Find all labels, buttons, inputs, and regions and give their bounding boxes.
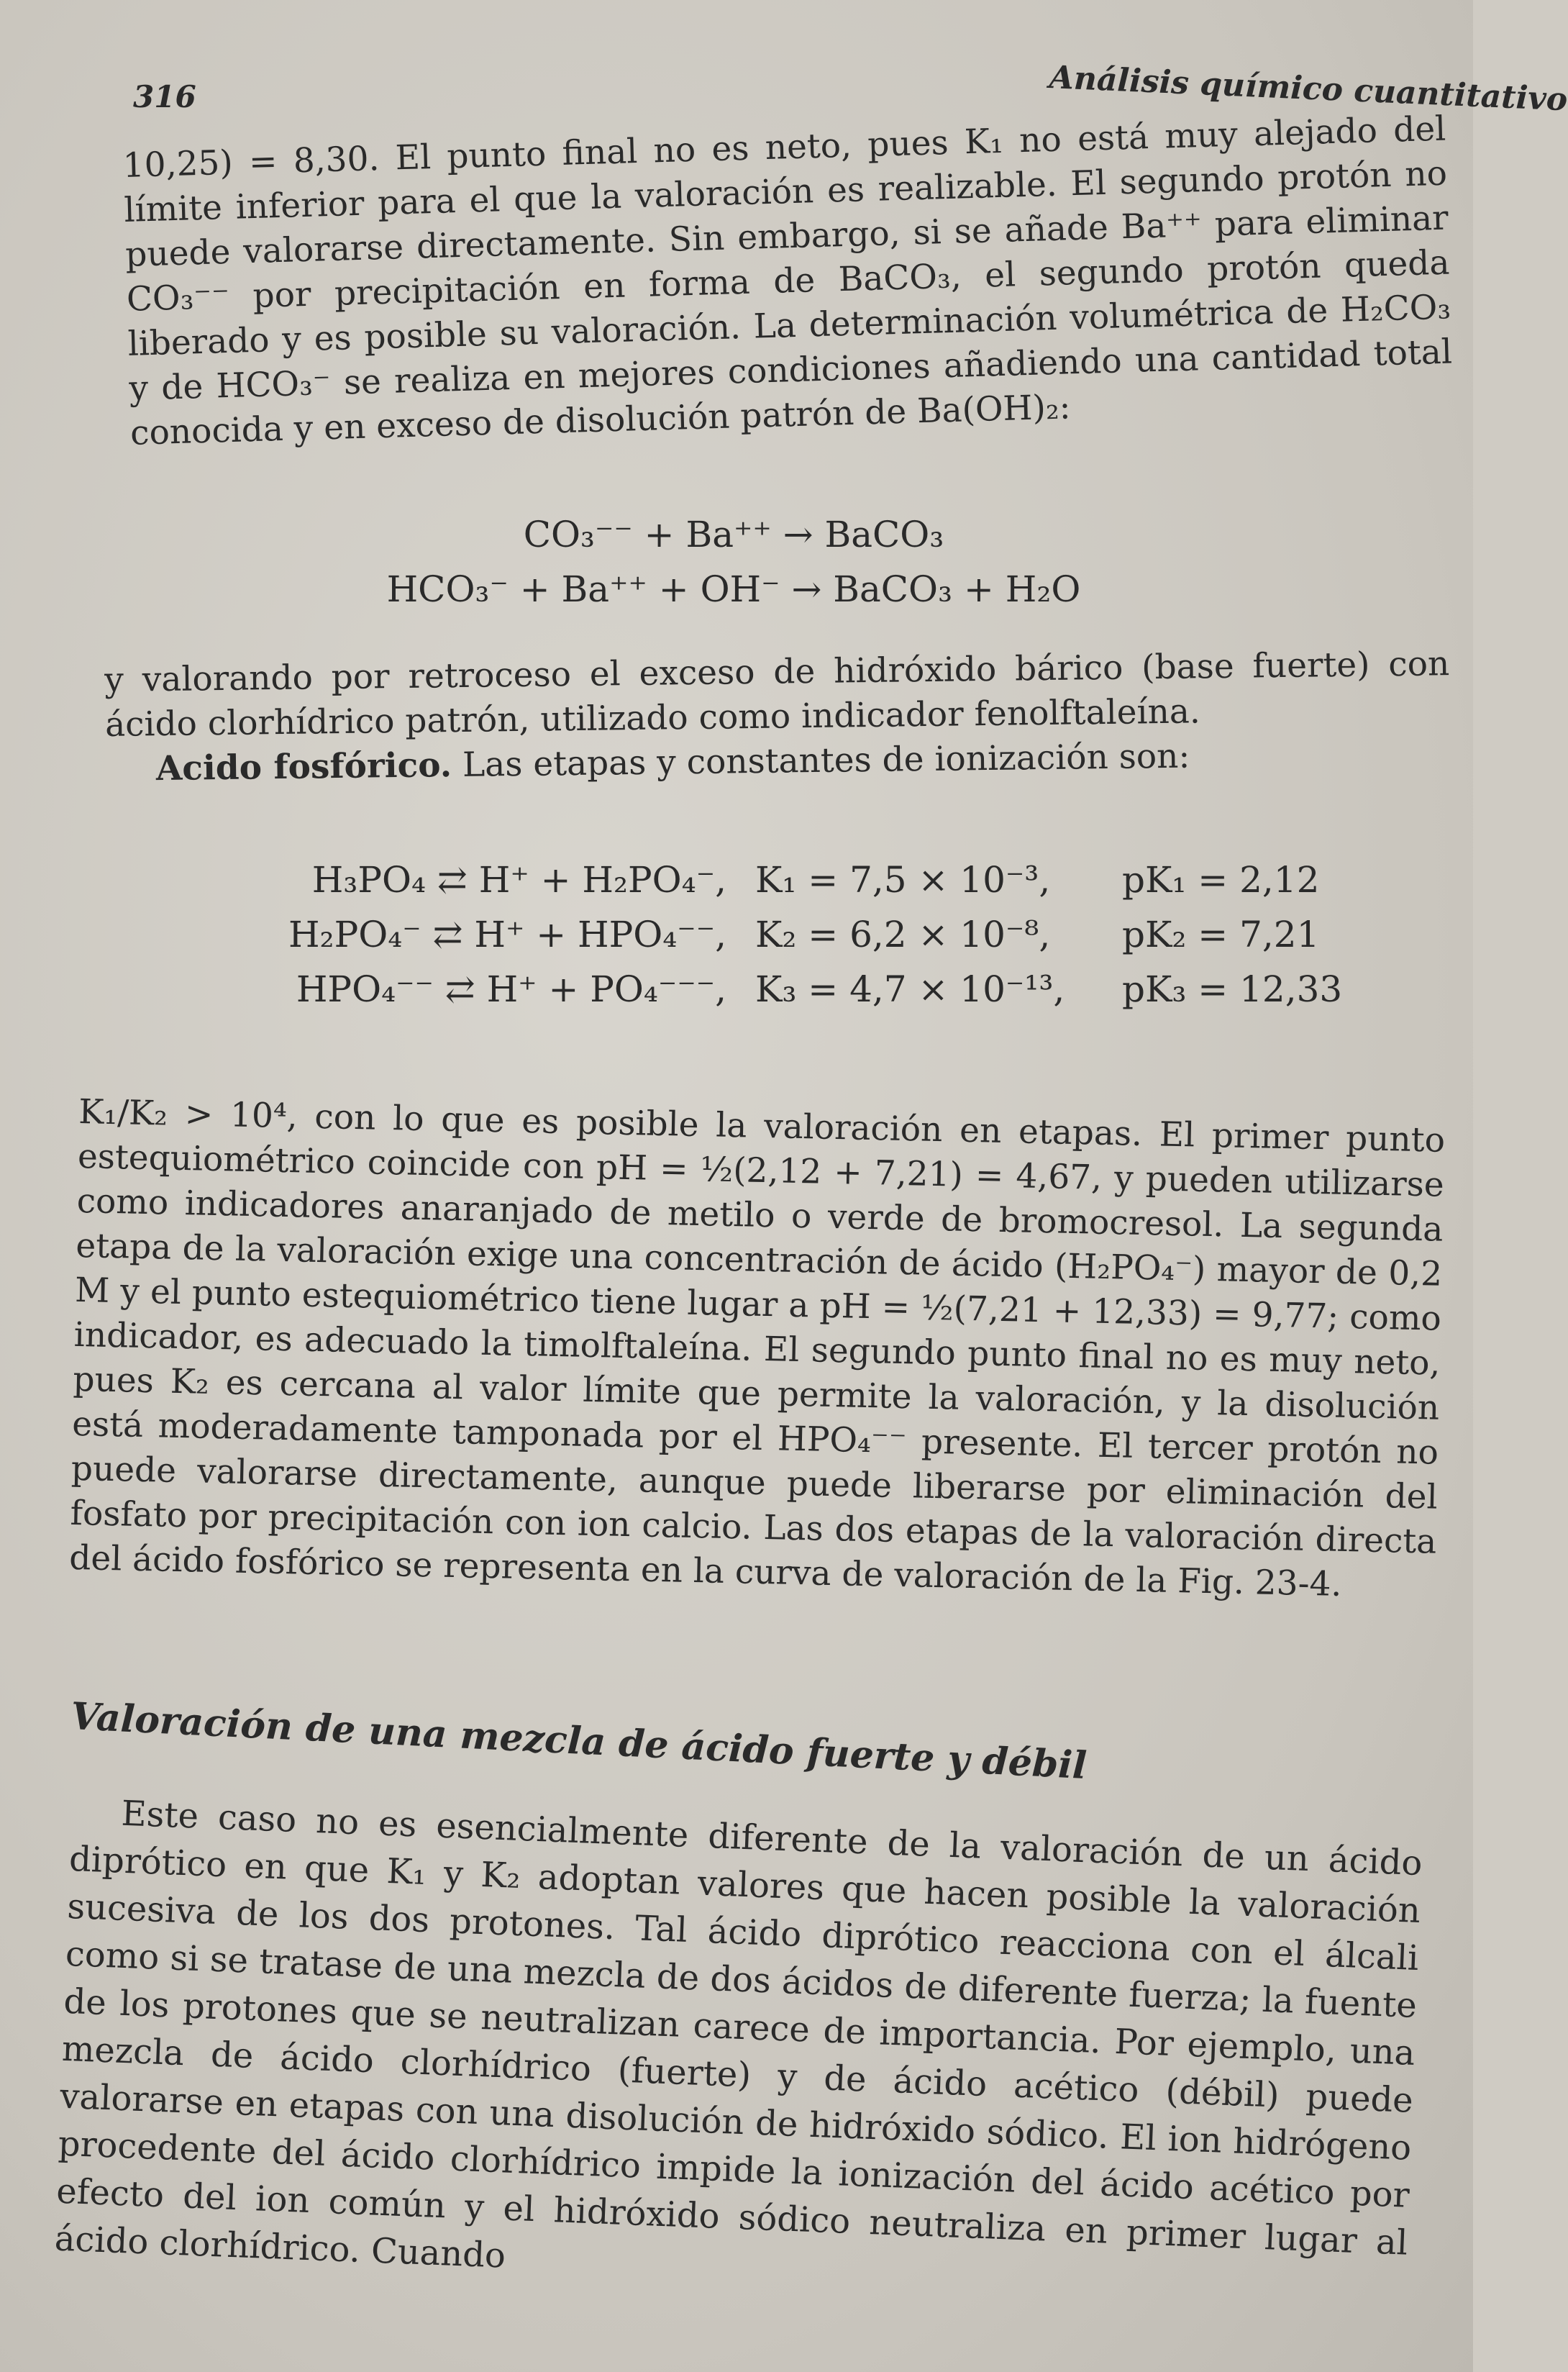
paragraph-phosphoric-stages: K₁/K₂ > 10⁴, con lo que es posible la valoración en etapas. El primer punto estequiométrico coincide con pH = ½(2,12 + 7,21) = 4,67, y pueden utilizarse como indicadores anaranjado de metilo o verde de bromocresol. La segunda etapa de la valoración exige una concentración de ácido (H₂PO₄⁻) mayor de 0,2 M y el punto estequiométrico tiene lugar a pH = ½(7,21 + 12,33) = 9,77; como indicador, es adecuado la timolftaleína. El segundo punto final no es muy neto, pues K₂ es cercana al valor límite que permite la valoración, y la disolución está moderadamente tamponada por el HPO₄⁻⁻ presente. El tercer protón no puede valorarse directamente, aunque puede liberarse por eliminación del fosfato por precipitación con ion calcio. Las dos etapas de la valoración directa del ácido fosfórico se representa en la curva de valoración de la Fig. 23-4. (68, 1091, 1446, 1604)
equation-line: HCO₃⁻ + Ba⁺⁺ + OH⁻ → BaCO₃ + H₂O (386, 568, 1081, 610)
section-heading: Valoración de una mezcla de ácido fuerte y débil (70, 1694, 1088, 1788)
pk-value: pK₂ = 7,21 (1122, 914, 1320, 955)
acid-mixture-text: Este caso no es esencialmente diferente de la valoración de un ácido diprótico en que K₁ y K₂ adoptan valores que hacen posible la valoración sucesiva de los dos protones. Tal ácido diprótico reacciona con el álcali como si se tratase de una mezcla de dos ácidos de diferente fuerza; la fuente de los protones que se neutralizan carece de importancia. Por ejemplo, una mezcla de ácido clorhídrico (fuerte) y de ácido acético (débil) puede valorarse en etapas con una disolución de hidróxido sódico. El ion hidrógeno procedente del ácido clorhídrico impide la ionización del ácido acético por efecto del ion común y el hidróxido sódico neutraliza en primer lugar al ácido clorhídrico. Cuando (53, 1793, 1423, 2276)
ionization-table (201, 853, 1374, 1017)
ionization-row (201, 962, 1374, 1017)
pk-value: pK₃ = 12,33 (1122, 968, 1343, 1010)
k-value: K₁ = 7,5 × 10⁻³, (755, 859, 1051, 901)
page-number: 316 (133, 79, 196, 114)
back-titration-text: y valorando por retroceso el exceso de hidróxido bárico (base fuerte) con ácido clorhídrico patrón, utilizado como indicador fenolftaleína. (104, 644, 1450, 745)
ionization-row (201, 853, 1374, 907)
phosphoric-heading: Acido fosfórico. (155, 745, 452, 789)
pk-value: pK₁ = 2,12 (1122, 859, 1320, 901)
ionization-row (201, 907, 1374, 962)
paragraph-acid-mixture (54, 1788, 1423, 2314)
running-title: Análisis químico cuantitativo (1048, 59, 1568, 119)
k-value: K₃ = 4,7 × 10⁻¹³, (755, 968, 1065, 1010)
reaction: HPO₄⁻⁻ ⇄ H⁺ + PO₄⁻⁻⁻, (296, 968, 726, 1010)
reaction: H₂PO₄⁻ ⇄ H⁺ + HPO₄⁻⁻, (288, 914, 726, 955)
k-value: K₂ = 6,2 × 10⁻⁸, (755, 914, 1051, 955)
equations-barium (374, 507, 1093, 617)
paragraph-carbonate: 10,25) = 8,30. El punto final no es neto, pues K₁ no está muy alejado del límite inferior para el que la valoración es realizable. El segundo protón no puede valorarse directamente. Sin embargo, si se añade Ba⁺⁺ para eliminar CO₃⁻⁻ por precipitación en forma de BaCO₃, el segundo protón queda liberado y es posible su valoración. La determinación volumétrica de H₂CO₃ y de HCO₃⁻ se realiza en mejores condiciones añadiendo una cantidad total conocida y en exceso de disolución patrón de Ba(OH)₂: (122, 109, 1453, 453)
equation-line: CO₃⁻⁻ + Ba⁺⁺ → BaCO₃ (523, 514, 944, 555)
reaction: H₃PO₄ ⇄ H⁺ + H₂PO₄⁻, (311, 859, 726, 901)
paragraph-back-titration (104, 642, 1451, 792)
phosphoric-intro: Las etapas y constantes de ionización son: (462, 736, 1190, 785)
